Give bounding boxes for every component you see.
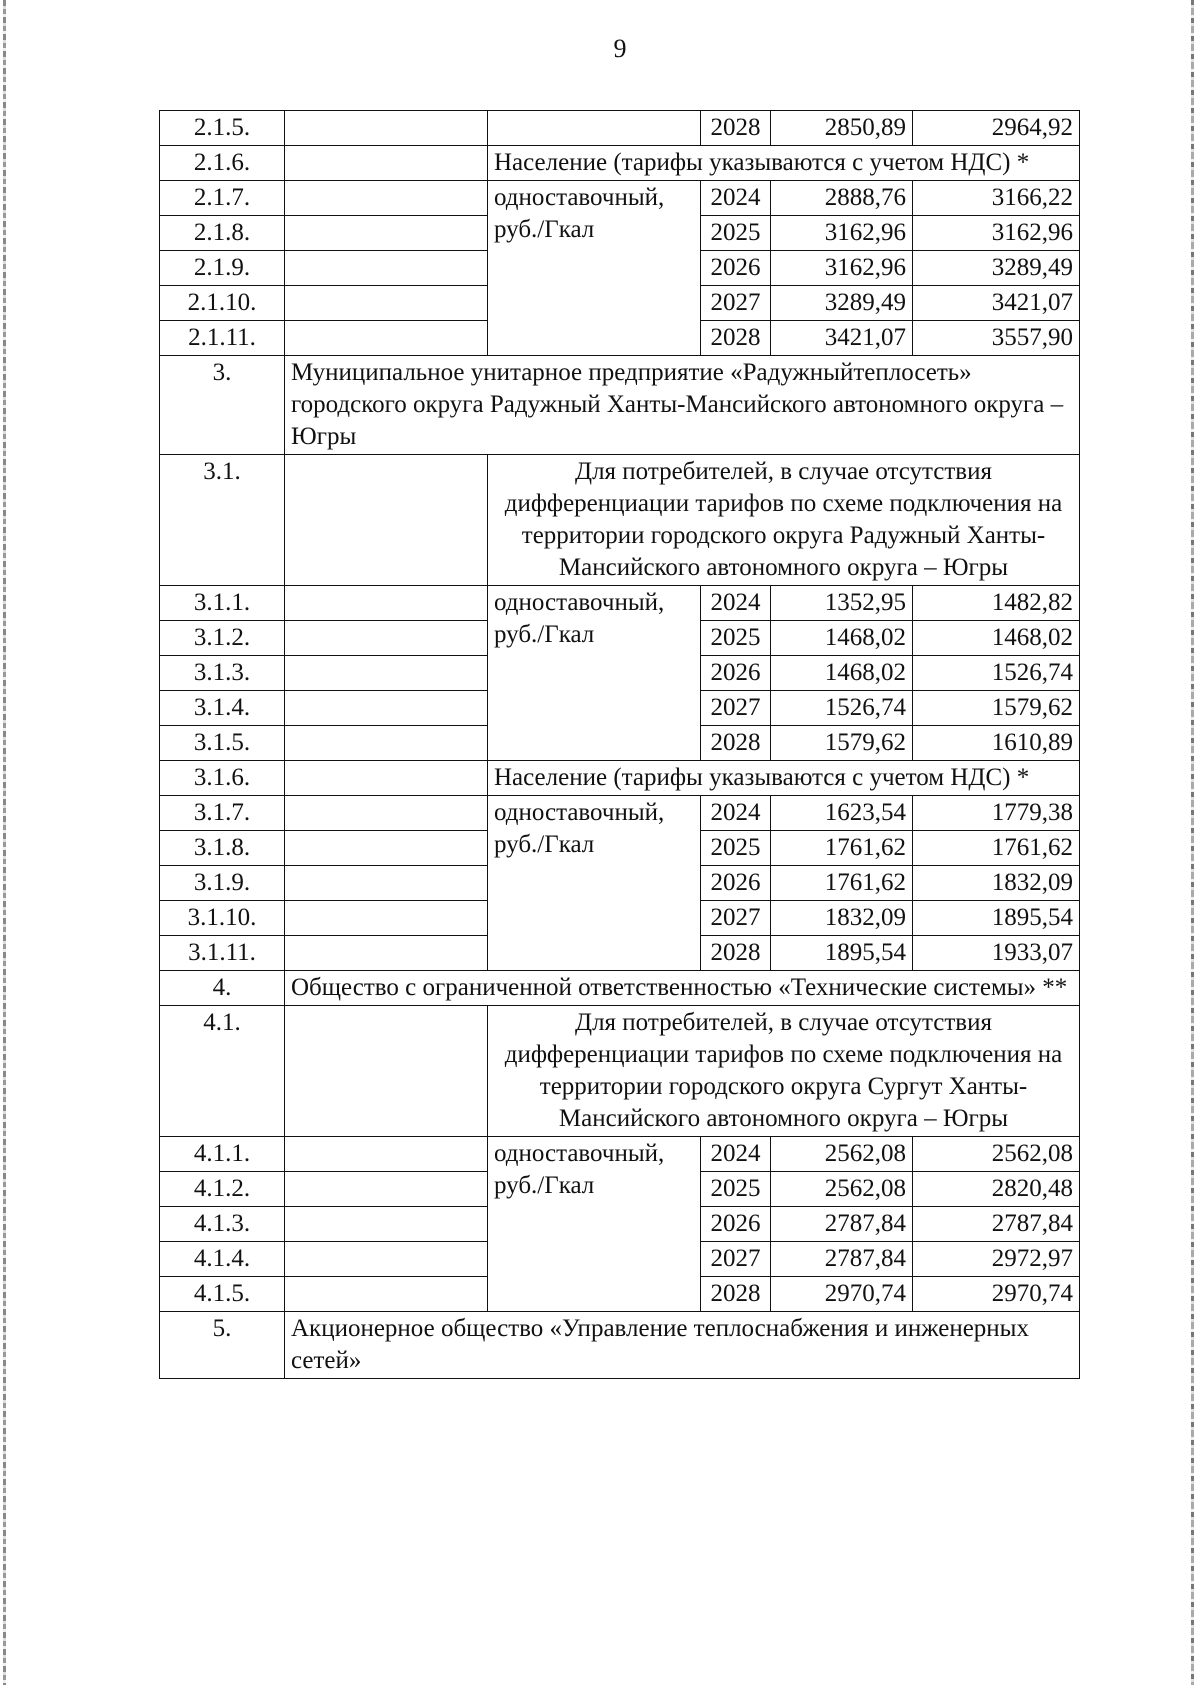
row-number: 4.1.2. xyxy=(160,1172,285,1207)
tariff-value-2: 1526,74 xyxy=(913,656,1080,691)
year-cell: 2027 xyxy=(701,691,771,726)
year-cell: 2026 xyxy=(701,1207,771,1242)
tariff-value-2: 1761,62 xyxy=(913,831,1080,866)
empty-cell xyxy=(285,656,488,691)
empty-cell xyxy=(285,621,488,656)
row-number: 3.1.10. xyxy=(160,901,285,936)
tariff-value-2: 2562,08 xyxy=(913,1137,1080,1172)
tariff-value-2: 3289,49 xyxy=(913,251,1080,286)
year-cell: 2025 xyxy=(701,216,771,251)
section-row xyxy=(160,1006,1080,1137)
empty-cell xyxy=(285,111,488,146)
row-number: 3.1.1. xyxy=(160,586,285,621)
empty-cell xyxy=(285,146,488,181)
empty-cell xyxy=(285,1242,488,1277)
tariff-value-1: 1832,09 xyxy=(771,901,913,936)
table-row xyxy=(160,586,1080,621)
tariff-value-1: 2970,74 xyxy=(771,1277,913,1312)
year-cell: 2028 xyxy=(701,321,771,356)
unit-label: одноставочный, руб./Гкал xyxy=(488,181,701,356)
row-number: 2.1.5. xyxy=(160,111,285,146)
table-row xyxy=(160,1137,1080,1172)
row-number: 3.1.2. xyxy=(160,621,285,656)
organization-row xyxy=(160,971,1080,1006)
year-cell: 2026 xyxy=(701,656,771,691)
empty-cell xyxy=(285,1006,488,1137)
tariff-value-1: 1623,54 xyxy=(771,796,913,831)
tariff-value-2: 2970,74 xyxy=(913,1277,1080,1312)
tariff-value-2: 1933,07 xyxy=(913,936,1080,971)
year-cell: 2027 xyxy=(701,901,771,936)
organization-name: Акционерное общество «Управление теплоснабжения и инженерных сетей» xyxy=(285,1312,1080,1379)
tariff-value-1: 1579,62 xyxy=(771,726,913,761)
table-row xyxy=(160,761,1080,796)
year-cell: 2025 xyxy=(701,1172,771,1207)
tariff-value-1: 2888,76 xyxy=(771,181,913,216)
section-label: Для потребителей, в случае отсутствия дифференциации тарифов по схеме подключения на территории городского округа Сургут Ханты-Мансийского автономного округа – Югры xyxy=(488,1006,1080,1137)
tariff-value-1: 3162,96 xyxy=(771,251,913,286)
tariff-value-1: 2787,84 xyxy=(771,1207,913,1242)
tariff-value-2: 2820,48 xyxy=(913,1172,1080,1207)
empty-cell xyxy=(285,1207,488,1242)
organization-name: Общество с ограниченной ответственностью «Технические системы» ** xyxy=(285,971,1080,1006)
organization-name: Муниципальное унитарное предприятие «Радужныйтеплосеть» городского округа Радужный Ханты-Мансийского автономного округа – Югры xyxy=(285,356,1080,455)
year-cell: 2027 xyxy=(701,1242,771,1277)
section-row xyxy=(160,455,1080,586)
tariff-value-2: 2964,92 xyxy=(913,111,1080,146)
tariff-value-2: 3162,96 xyxy=(913,216,1080,251)
scan-edge-left xyxy=(3,0,6,1685)
year-cell: 2026 xyxy=(701,251,771,286)
row-number: 3.1.6. xyxy=(160,761,285,796)
row-number: 2.1.10. xyxy=(160,286,285,321)
empty-cell xyxy=(285,321,488,356)
empty-cell xyxy=(285,796,488,831)
empty-cell xyxy=(285,831,488,866)
tariff-value-2: 1468,02 xyxy=(913,621,1080,656)
tariff-value-2: 3421,07 xyxy=(913,286,1080,321)
row-number: 3.1.8. xyxy=(160,831,285,866)
row-number: 4.1.4. xyxy=(160,1242,285,1277)
tariff-value-1: 2562,08 xyxy=(771,1172,913,1207)
section-number: 4.1. xyxy=(160,1006,285,1137)
row-number: 3.1.5. xyxy=(160,726,285,761)
population-label: Население (тарифы указываются с учетом НДС) * xyxy=(488,761,1080,796)
row-number: 2.1.8. xyxy=(160,216,285,251)
unit-label: одноставочный, руб./Гкал xyxy=(488,796,701,971)
row-number: 4.1.3. xyxy=(160,1207,285,1242)
row-number: 2.1.7. xyxy=(160,181,285,216)
unit-label: одноставочный, руб./Гкал xyxy=(488,586,701,761)
year-cell: 2028 xyxy=(701,726,771,761)
tariff-value-2: 1832,09 xyxy=(913,866,1080,901)
tariff-value-1: 1895,54 xyxy=(771,936,913,971)
year-cell: 2025 xyxy=(701,831,771,866)
scan-edge-right xyxy=(1191,0,1194,1685)
row-number: 2.1.9. xyxy=(160,251,285,286)
section-label: Для потребителей, в случае отсутствия дифференциации тарифов по схеме подключения на территории городского округа Радужный Ханты-Мансийского автономного округа – Югры xyxy=(488,455,1080,586)
year-cell: 2024 xyxy=(701,181,771,216)
tariff-value-2: 1579,62 xyxy=(913,691,1080,726)
empty-cell xyxy=(285,901,488,936)
organization-row xyxy=(160,356,1080,455)
table-row xyxy=(160,146,1080,181)
tariff-value-1: 1468,02 xyxy=(771,656,913,691)
table-row xyxy=(160,796,1080,831)
tariff-value-1: 3289,49 xyxy=(771,286,913,321)
year-cell: 2025 xyxy=(701,621,771,656)
section-number: 3.1. xyxy=(160,455,285,586)
row-number: 3.1.7. xyxy=(160,796,285,831)
population-label: Население (тарифы указываются с учетом НДС) * xyxy=(488,146,1080,181)
tariff-value-2: 1482,82 xyxy=(913,586,1080,621)
tariff-value-1: 1761,62 xyxy=(771,866,913,901)
table-row xyxy=(160,111,1080,146)
empty-cell xyxy=(285,726,488,761)
tariff-value-1: 2787,84 xyxy=(771,1242,913,1277)
empty-cell xyxy=(285,286,488,321)
tariff-value-1: 3162,96 xyxy=(771,216,913,251)
year-cell: 2027 xyxy=(701,286,771,321)
year-cell: 2028 xyxy=(701,1277,771,1312)
tariff-value-2: 2972,97 xyxy=(913,1242,1080,1277)
tariff-table xyxy=(159,110,1080,1379)
tariff-value-1: 2562,08 xyxy=(771,1137,913,1172)
tariff-value-1: 1761,62 xyxy=(771,831,913,866)
year-cell: 2024 xyxy=(701,586,771,621)
row-number: 4.1.1. xyxy=(160,1137,285,1172)
empty-cell xyxy=(285,1137,488,1172)
empty-cell xyxy=(285,691,488,726)
empty-cell xyxy=(285,761,488,796)
row-number: 3.1.3. xyxy=(160,656,285,691)
tariff-value-2: 1779,38 xyxy=(913,796,1080,831)
row-number: 2.1.6. xyxy=(160,146,285,181)
row-number: 3.1.9. xyxy=(160,866,285,901)
organization-number: 5. xyxy=(160,1312,285,1379)
year-cell: 2028 xyxy=(701,936,771,971)
empty-cell xyxy=(285,586,488,621)
year-cell: 2028 xyxy=(701,111,771,146)
empty-cell xyxy=(285,181,488,216)
page-number: 9 xyxy=(613,34,627,63)
tariff-value-1: 3421,07 xyxy=(771,321,913,356)
tariff-value-1: 1468,02 xyxy=(771,621,913,656)
row-number: 3.1.4. xyxy=(160,691,285,726)
tariff-value-2: 1895,54 xyxy=(913,901,1080,936)
tariff-value-1: 1526,74 xyxy=(771,691,913,726)
tariff-value-1: 2850,89 xyxy=(771,111,913,146)
organization-row xyxy=(160,1312,1080,1379)
year-cell: 2026 xyxy=(701,866,771,901)
tariff-value-2: 3557,90 xyxy=(913,321,1080,356)
empty-cell xyxy=(285,251,488,286)
organization-number: 4. xyxy=(160,971,285,1006)
tariff-value-2: 1610,89 xyxy=(913,726,1080,761)
tariff-value-2: 3166,22 xyxy=(913,181,1080,216)
tariff-value-2: 2787,84 xyxy=(913,1207,1080,1242)
row-number: 4.1.5. xyxy=(160,1277,285,1312)
row-number: 3.1.11. xyxy=(160,936,285,971)
empty-cell xyxy=(488,111,701,146)
empty-cell xyxy=(285,866,488,901)
tariff-value-1: 1352,95 xyxy=(771,586,913,621)
empty-cell xyxy=(285,1172,488,1207)
row-number: 2.1.11. xyxy=(160,321,285,356)
empty-cell xyxy=(285,455,488,586)
unit-label: одноставочный, руб./Гкал xyxy=(488,1137,701,1312)
year-cell: 2024 xyxy=(701,796,771,831)
empty-cell xyxy=(285,216,488,251)
empty-cell xyxy=(285,1277,488,1312)
empty-cell xyxy=(285,936,488,971)
table-row xyxy=(160,181,1080,216)
year-cell: 2024 xyxy=(701,1137,771,1172)
organization-number: 3. xyxy=(160,356,285,455)
